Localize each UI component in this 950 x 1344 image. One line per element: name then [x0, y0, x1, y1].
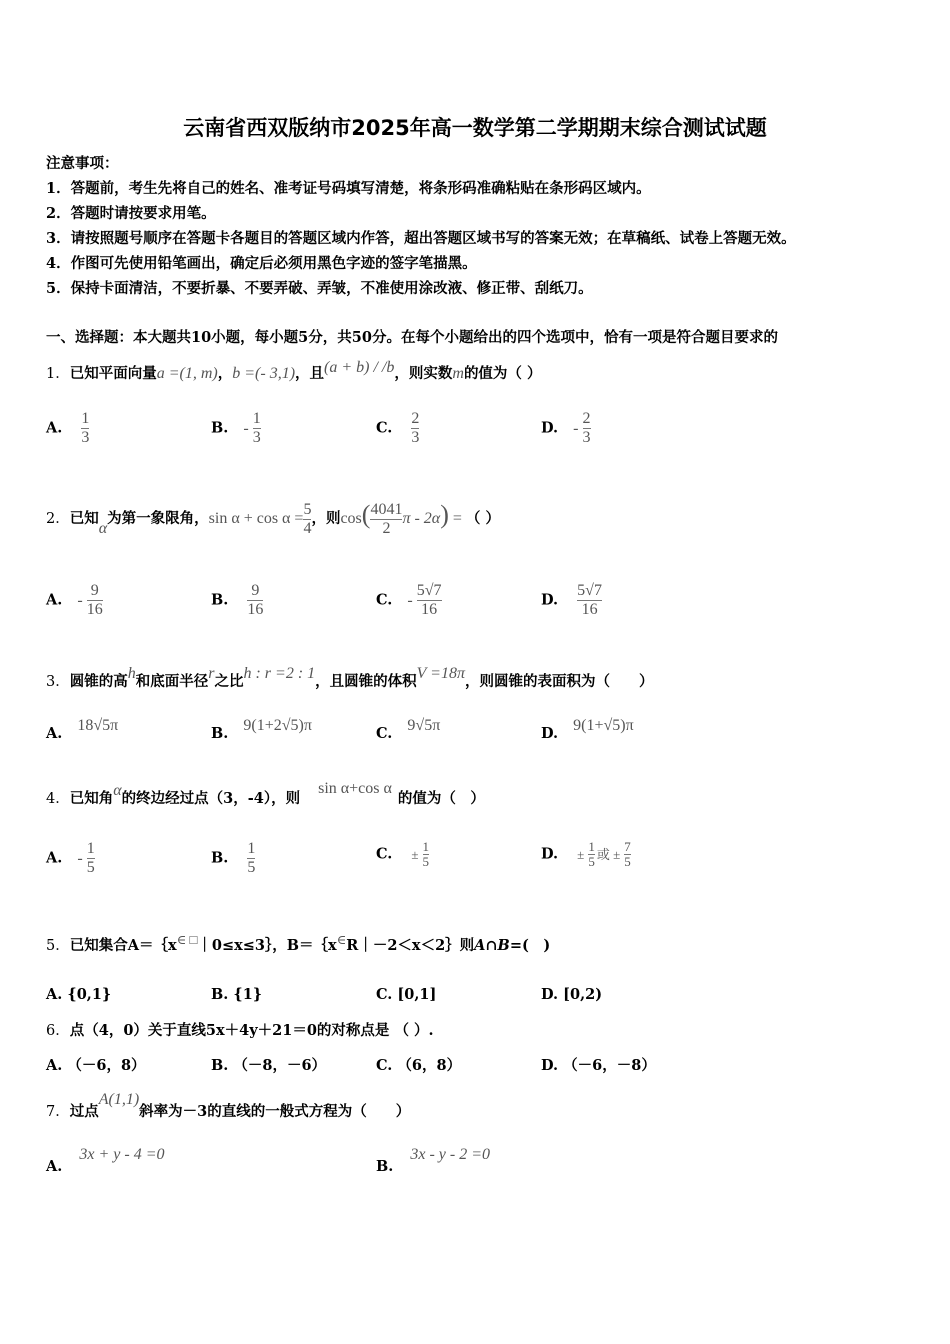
q2-text: 已知	[69, 510, 99, 527]
option-label: C.	[376, 725, 393, 742]
question-number: 3．	[46, 674, 70, 690]
question-number: 1．	[46, 366, 70, 382]
option-expr: 3x + y - 4 =0	[79, 1146, 165, 1163]
question-number: 2．	[46, 511, 70, 527]
denominator: 5	[86, 859, 95, 876]
option-c[interactable]	[376, 717, 441, 743]
option-label: A.	[46, 591, 63, 609]
section-heading: 一、选择题：本大题共10小题，每小题5分，共50分。在每个小题给出的四个选项中，恰有一项是符合题目要求的	[46, 329, 778, 346]
fraction	[417, 582, 442, 619]
option-expr: 9√5π	[407, 717, 441, 734]
option-d[interactable]	[541, 717, 634, 743]
option-label: B.	[211, 591, 229, 609]
numerator: 1	[81, 410, 90, 427]
numerator: 1	[86, 840, 95, 857]
option-c[interactable]	[376, 986, 436, 1003]
q1-text: ，	[217, 365, 233, 382]
denominator: 5	[624, 854, 631, 869]
denominator: 16	[421, 601, 438, 618]
q5-math: ∈	[336, 932, 347, 947]
option-a[interactable]	[46, 840, 95, 877]
q2-math: =	[452, 510, 462, 527]
denominator: 5	[247, 859, 256, 876]
q3-text: 圆锥的高	[69, 673, 128, 690]
question-4	[46, 780, 485, 808]
option-a[interactable]	[46, 1146, 165, 1176]
notice-item: 4．作图可先使用铅笔画出，确定后必须用黑色字迹的签字笔描黑。	[46, 255, 477, 272]
sign: -	[243, 419, 249, 437]
notice-heading: 注意事项：	[46, 155, 119, 172]
option-d[interactable]	[541, 582, 602, 619]
numerator: 2	[582, 410, 591, 427]
numerator: 1	[422, 839, 430, 854]
question-1	[46, 359, 542, 383]
q1-text: ，且	[295, 365, 325, 382]
fraction	[370, 501, 402, 538]
option-c[interactable]	[376, 1054, 461, 1075]
numerator: 9	[90, 582, 99, 599]
numerator: 1	[247, 840, 256, 857]
q3-text: ，则圆锥的表面积为（ ）	[464, 673, 654, 690]
fraction	[253, 410, 261, 447]
notice-item: 3．请按照题号顺序在答题卡各题目的答题区域内作答，超出答题区域书写的答案无效；在草稿纸、试卷上答题无效。	[46, 230, 796, 247]
option-text: （－6，8）	[67, 1057, 146, 1074]
denominator: 3	[252, 429, 261, 446]
option-d[interactable]	[541, 410, 591, 447]
q3-math: h	[127, 665, 136, 682]
fraction	[577, 582, 602, 619]
q5-text: A∩B	[474, 937, 510, 954]
fraction	[87, 840, 95, 877]
denominator: 3	[81, 429, 90, 446]
option-label: A.	[46, 419, 63, 437]
q1-text: 的值为（ ）	[463, 365, 542, 382]
q5-math: ∈ □	[176, 932, 198, 947]
option-label: B.	[211, 419, 229, 437]
option-label: B.	[211, 849, 229, 867]
denominator: 5	[588, 854, 595, 869]
q2-text: 为第一象限角，	[107, 510, 209, 527]
option-label: D.	[541, 1057, 559, 1074]
fraction	[87, 582, 103, 619]
notice-item: 1．答题前，考生先将自己的姓名、准考证号码填写清楚，将条形码准确粘贴在条形码区域内。	[46, 180, 651, 197]
q5-text: =( )	[509, 937, 551, 954]
q4-text: 已知角	[69, 790, 114, 807]
question-3	[46, 665, 654, 691]
numerator: 5√7	[416, 582, 442, 599]
q3-text: ，且圆锥的体积	[315, 673, 417, 690]
option-label: A.	[46, 1158, 63, 1175]
q2-text: ，则	[311, 510, 341, 527]
option-b[interactable]	[211, 717, 312, 743]
sign: -	[77, 591, 83, 609]
denominator: 16	[86, 601, 103, 618]
option-b[interactable]	[211, 840, 255, 877]
option-text: [0,2)	[563, 986, 603, 1003]
question-number: 4．	[46, 791, 70, 807]
fraction	[624, 840, 631, 869]
fraction	[583, 410, 591, 447]
fraction	[423, 840, 430, 869]
q5-text: ｜0≤x≤3｝，B＝｛x	[197, 937, 337, 954]
denominator: 5	[422, 854, 430, 869]
sign: -	[407, 591, 413, 609]
option-b[interactable]	[211, 1054, 326, 1075]
sign: -	[77, 849, 83, 867]
numerator: 7	[624, 839, 631, 854]
q7-text: 过点	[69, 1103, 99, 1120]
q3-text: 和底面半径	[135, 673, 209, 690]
option-expr: 9(1+√5)π	[573, 717, 634, 734]
sign: ±	[577, 846, 585, 862]
option-a[interactable]	[46, 1054, 146, 1075]
denominator: 3	[582, 429, 591, 446]
option-a[interactable]	[46, 582, 103, 619]
q7-math: A(1,1)	[98, 1091, 140, 1108]
denominator: 4	[303, 519, 312, 537]
question-6	[46, 1019, 434, 1040]
numerator: 9	[251, 582, 260, 599]
q4-math: α	[113, 782, 122, 799]
option-text: （6，8）	[397, 1057, 462, 1074]
option-label: C.	[376, 986, 393, 1003]
notice-item: 5．保持卡面清洁，不要折暴、不要弄破、弄皱，不准使用涂改液、修正带、刮纸刀。	[46, 280, 593, 297]
notice-item: 2．答题时请按要求用笔。	[46, 205, 216, 222]
option-b[interactable]	[376, 1146, 491, 1176]
option-expr: 18√5π	[77, 717, 119, 734]
sign: ±	[411, 846, 419, 862]
question-5	[46, 934, 550, 955]
option-a[interactable]	[46, 410, 89, 447]
q4-text: 的终边经过点（3，-4），则	[121, 790, 301, 807]
numerator: 5	[303, 500, 312, 518]
q2-math: π - 2α	[402, 510, 441, 527]
option-label: C.	[376, 591, 393, 609]
q2-math: cos	[340, 510, 362, 527]
denominator: 16	[247, 601, 264, 618]
fraction	[411, 410, 419, 447]
q2-math: α	[98, 520, 108, 537]
option-c[interactable]	[376, 840, 429, 869]
denominator: 3	[411, 429, 420, 446]
option-label: A.	[46, 725, 63, 742]
q6-text: 点（4，0）关于直线5x＋4y＋21＝0的对称点是 （ ）.	[69, 1022, 434, 1039]
connector: 或 ±	[596, 846, 621, 862]
option-d[interactable]	[541, 1054, 656, 1075]
option-b[interactable]	[211, 410, 261, 447]
q1-math: (a + b) / /b	[324, 359, 395, 376]
q2-text: （ ）	[465, 510, 500, 527]
fraction	[247, 582, 263, 619]
q4-text: 的值为（ ）	[397, 790, 485, 807]
option-expr: 9(1+2√5)π	[243, 717, 312, 734]
q1-text: 已知平面向量	[69, 365, 157, 382]
q5-text: 已知集合A＝｛x	[69, 937, 177, 954]
numerator: 2	[411, 410, 420, 427]
option-label: C.	[376, 845, 393, 863]
option-expr: 3x - y - 2 =0	[410, 1146, 491, 1163]
q1-math: m	[452, 365, 464, 382]
numerator: 1	[252, 410, 261, 427]
option-label: B.	[211, 1057, 229, 1074]
q3-math: V =18π	[416, 665, 465, 682]
fraction	[247, 840, 255, 877]
option-b[interactable]	[211, 986, 262, 1003]
option-label: B.	[211, 986, 229, 1003]
q4-math: sin α+cos α	[318, 780, 392, 797]
option-label: B.	[376, 1158, 394, 1175]
q1-math: a =(1, m)	[156, 365, 218, 382]
option-label: D.	[541, 591, 559, 609]
option-a[interactable]	[46, 986, 111, 1003]
q5-text: R｜－2＜x＜2｝则	[346, 937, 475, 954]
option-label: A.	[46, 849, 63, 867]
page-title: 云南省西双版纳市2025年高一数学第二学期期末综合测试试题	[183, 116, 767, 140]
question-number: 7．	[46, 1104, 70, 1120]
numerator: 1	[588, 839, 595, 854]
option-a[interactable]	[46, 717, 119, 743]
option-label: B.	[211, 725, 229, 742]
q2-math: sin α + cos α =	[208, 510, 304, 527]
question-7	[46, 1091, 411, 1121]
q3-math: h : r =2 : 1	[243, 665, 316, 682]
q3-math: r	[208, 665, 215, 682]
option-text: {1}	[233, 986, 263, 1003]
sign: -	[573, 419, 579, 437]
numerator: 5√7	[577, 582, 602, 599]
option-text: [0,1]	[397, 986, 437, 1003]
fraction	[81, 410, 89, 447]
q1-text: ，则实数	[394, 365, 453, 382]
question-number: 5．	[46, 938, 70, 954]
option-text: （－8，－6）	[233, 1057, 327, 1074]
denominator: 16	[581, 601, 598, 618]
fraction	[588, 840, 595, 869]
option-c[interactable]	[376, 582, 442, 619]
option-c[interactable]	[376, 410, 419, 447]
q3-text: 之比	[214, 673, 244, 690]
option-d[interactable]	[541, 840, 631, 869]
option-label: D.	[541, 986, 559, 1003]
numerator: 4041	[370, 500, 403, 518]
question-2: 2．已知α为第一象限角，sin α + cos α = $\frac{5}{4}$ ，则cos( $\frac{4041}{2}$ π - 2α) = （ ）	[46, 500, 500, 537]
option-label: D.	[541, 845, 559, 863]
option-d[interactable]	[541, 986, 602, 1003]
option-label: D.	[541, 725, 559, 742]
q1-math: b =(- 3,1)	[232, 365, 296, 382]
option-b[interactable]	[211, 582, 263, 619]
option-label: D.	[541, 419, 559, 437]
option-label: A.	[46, 986, 63, 1003]
option-label: A.	[46, 1057, 63, 1074]
option-text: {0,1}	[67, 986, 112, 1003]
option-label: C.	[376, 419, 393, 437]
question-number: 6．	[46, 1023, 70, 1039]
option-label: C.	[376, 1057, 393, 1074]
option-text: （－6，－8）	[563, 1057, 656, 1074]
q7-text: 斜率为－3的直线的一般式方程为（ ）	[139, 1103, 411, 1120]
denominator: 2	[382, 519, 391, 537]
